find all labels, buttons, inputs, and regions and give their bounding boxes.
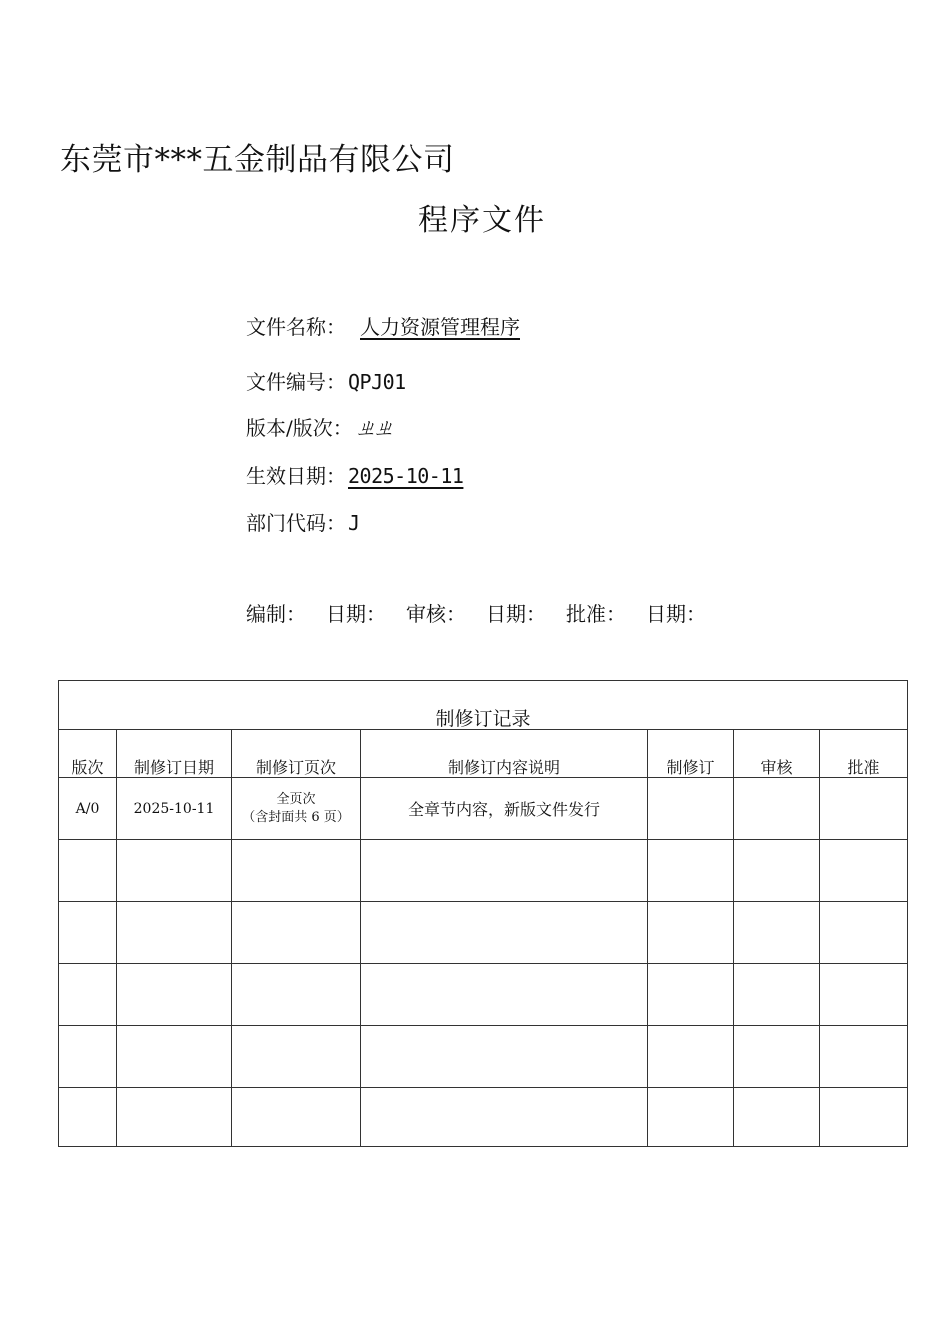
- column-header-pages: 制修订页次: [232, 730, 361, 778]
- empty-cell: [361, 964, 648, 1026]
- table-row: [59, 1088, 908, 1147]
- empty-cell: [59, 1088, 117, 1147]
- table-row: [59, 964, 908, 1026]
- reviewed-date-label: 日期：: [486, 602, 546, 626]
- revision-record-table: [58, 680, 908, 1147]
- empty-cell: [232, 964, 361, 1026]
- approved-date-label: 日期：: [646, 602, 706, 626]
- pages-line-2: （含封面共 6 页）: [242, 809, 350, 825]
- field-document-name: [246, 311, 520, 340]
- cell-version: A/0: [59, 778, 117, 840]
- empty-cell: [232, 840, 361, 902]
- empty-cell: [59, 840, 117, 902]
- column-header-revised-by: 制修订: [648, 730, 734, 778]
- empty-cell: [117, 840, 232, 902]
- revision-table-title: 制修订记录: [59, 681, 908, 730]
- empty-cell: [648, 1026, 734, 1088]
- cell-reviewed-by: [734, 778, 820, 840]
- cell-pages: [232, 778, 361, 840]
- empty-cell: [361, 1026, 648, 1088]
- prepared-by-label: 编制：: [246, 602, 306, 626]
- table-row: [59, 902, 908, 964]
- prepared-date-label: 日期：: [326, 602, 386, 626]
- empty-cell: [232, 902, 361, 964]
- empty-cell: [648, 840, 734, 902]
- column-header-version: 版次: [59, 730, 117, 778]
- column-header-date: 制修订日期: [117, 730, 232, 778]
- field-department-code: [246, 507, 360, 536]
- empty-cell: [59, 902, 117, 964]
- version-value: ㄓㄓ: [354, 416, 391, 441]
- empty-cell: [648, 964, 734, 1026]
- empty-cell: [820, 902, 908, 964]
- empty-cell: [820, 964, 908, 1026]
- field-version: [246, 411, 391, 442]
- document-name-label: 文件名称：: [246, 315, 346, 339]
- empty-cell: [117, 1088, 232, 1147]
- document-name-value: 人力资源管理程序: [360, 315, 520, 339]
- department-code-value: J: [348, 511, 360, 535]
- empty-cell: [361, 1088, 648, 1147]
- revision-table-header: [59, 730, 908, 778]
- empty-cell: [117, 964, 232, 1026]
- signature-row: [246, 598, 706, 627]
- empty-cell: [117, 1026, 232, 1088]
- pages-line-1: 全页次: [276, 791, 316, 807]
- column-header-reviewed-by: 审核: [734, 730, 820, 778]
- empty-cell: [648, 902, 734, 964]
- document-number-value: QPJ01: [348, 370, 406, 394]
- empty-cell: [59, 1026, 117, 1088]
- empty-cell: [734, 840, 820, 902]
- empty-cell: [59, 964, 117, 1026]
- empty-cell: [820, 840, 908, 902]
- cell-description: 全章节内容，新版文件发行: [361, 778, 648, 840]
- table-row: [59, 840, 908, 902]
- empty-cell: [361, 840, 648, 902]
- empty-cell: [117, 902, 232, 964]
- table-row: [59, 1026, 908, 1088]
- cell-approved-by: [820, 778, 908, 840]
- empty-cell: [648, 1088, 734, 1147]
- company-name: 东莞市***五金制品有限公司: [60, 142, 455, 178]
- empty-cell: [734, 1088, 820, 1147]
- cell-revised-by: [648, 778, 734, 840]
- table-row: [59, 778, 908, 840]
- version-label: 版本/版次：: [246, 416, 353, 440]
- effective-date-value: 2025-10-11: [348, 464, 464, 488]
- cell-date: 2025-10-11: [117, 778, 232, 840]
- empty-cell: [232, 1088, 361, 1147]
- empty-cell: [820, 1088, 908, 1147]
- empty-cell: [734, 902, 820, 964]
- empty-cell: [734, 1026, 820, 1088]
- field-effective-date: [246, 460, 463, 489]
- reviewed-by-label: 审核：: [406, 602, 466, 626]
- empty-cell: [734, 964, 820, 1026]
- effective-date-label: 生效日期：: [246, 464, 346, 488]
- column-header-description: 制修订内容说明: [361, 730, 648, 778]
- column-header-approved-by: 批准: [820, 730, 908, 778]
- empty-cell: [361, 902, 648, 964]
- empty-cell: [232, 1026, 361, 1088]
- document-type-title: 程序文件: [418, 203, 546, 238]
- document-number-label: 文件编号：: [246, 370, 346, 394]
- approved-by-label: 批准：: [566, 602, 626, 626]
- field-document-number: [246, 366, 406, 395]
- department-code-label: 部门代码：: [246, 511, 346, 535]
- empty-cell: [820, 1026, 908, 1088]
